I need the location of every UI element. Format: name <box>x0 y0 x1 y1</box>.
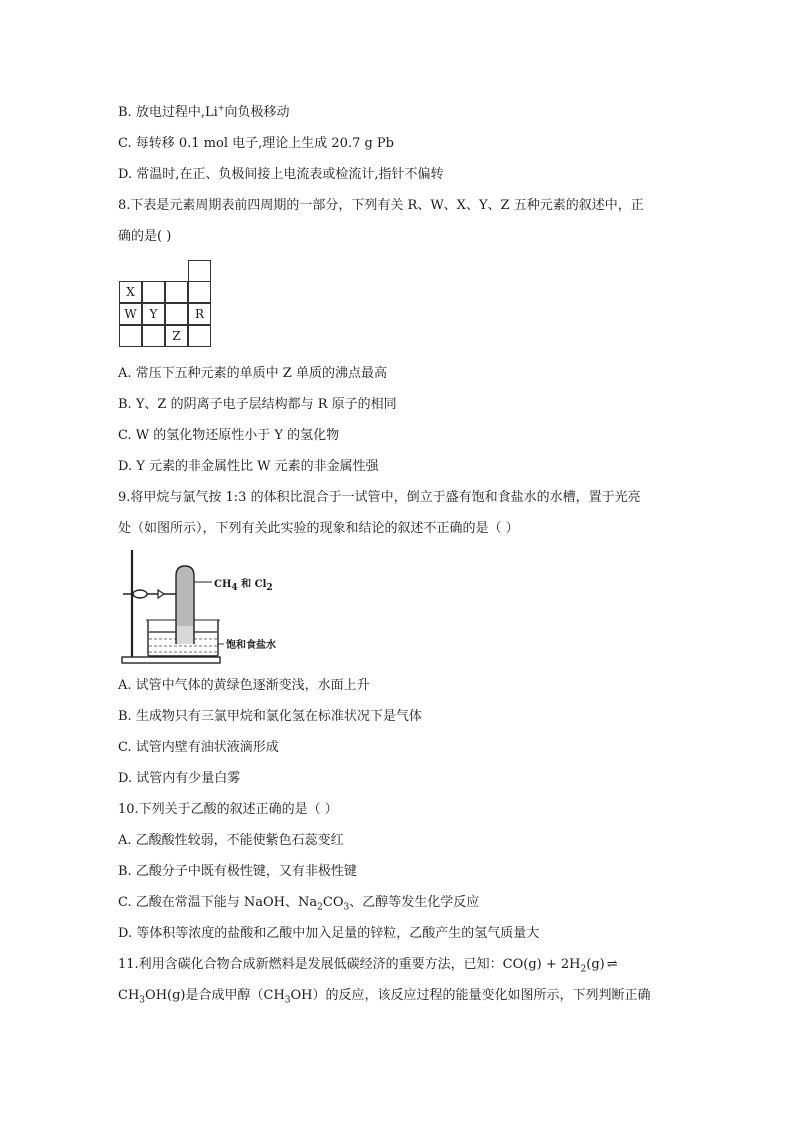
table-cell-empty <box>165 303 188 325</box>
q7-option-b-text: B. 放电过程中,Li <box>118 105 218 120</box>
q11-line2-sub: 3 <box>139 995 146 1006</box>
q8-stem-line2: 确的是( ) <box>118 229 172 244</box>
q9-option-b: B. 生成物只有三氯甲烷和氯化氢在标准状况下是气体 <box>118 709 422 724</box>
table-cell-empty <box>188 260 211 282</box>
q11-line2-text: OH）的反应，该反应过程的能量变化如图所示，下列判断正确 <box>290 988 651 1003</box>
q11-line1-text: (g) <box>586 957 605 972</box>
q10-option-a: A. 乙酸酸性较弱，不能使紫色石蕊变红 <box>118 833 344 848</box>
label-ch4-cl2 <box>214 575 273 593</box>
clamp-boss <box>133 590 147 598</box>
q8-option-a: A. 常压下五种元素的单质中 Z 单质的沸点最高 <box>118 366 387 381</box>
q8-stem-line1: 8.下表是元素周期表前四周期的一部分，下列有关 R、W、X、Y、Z 五种元素的叙述中，正 <box>118 198 644 213</box>
experiment-apparatus-figure <box>120 548 300 666</box>
table-cell-empty <box>142 325 165 347</box>
q7-option-b <box>118 104 289 122</box>
q11-line2-sub: 3 <box>284 995 291 1006</box>
q7-option-b-sup: + <box>217 103 225 113</box>
clamp-jaw <box>158 590 164 598</box>
tube-liquid <box>177 626 193 644</box>
q10-stem: 10.下列关于乙酸的叙述正确的是（ ） <box>118 802 338 817</box>
table-cell-x: X <box>119 281 142 303</box>
q8-option-b: B. Y、Z 的阴离子电子层结构都与 R 原子的相同 <box>118 397 397 412</box>
q8-option-c: C. W 的氢化物还原性小于 Y 的氢化物 <box>118 428 340 443</box>
label-gas-part: 和 Cl <box>237 579 267 590</box>
q8-option-d: D. Y 元素的非金属性比 W 元素的非金属性强 <box>118 459 379 474</box>
q10-option-c-text: CO <box>322 895 344 910</box>
table-cell-empty <box>119 325 142 347</box>
stand-base <box>122 657 220 663</box>
q10-option-c-sub: 2 <box>317 902 323 913</box>
q10-option-c-text: C. 乙酸在常温下能与 NaOH、Na <box>118 895 318 910</box>
label-gas-sub: 4 <box>231 583 238 593</box>
periodic-table-fragment <box>119 260 211 349</box>
label-gas-part: CH <box>214 579 232 590</box>
q10-option-c-text: 、乙醇等发生化学反应 <box>349 895 480 910</box>
q7-option-b-text2: 向负极移动 <box>224 105 290 120</box>
q11-line1-text: 11.利用含碳化合物合成新燃料是发展低碳经济的重要方法，已知：CO(g) + 2H <box>118 957 581 972</box>
q9-option-d: D. 试管内有少量白雾 <box>118 771 241 786</box>
q9-option-c: C. 试管内壁有油状液滴形成 <box>118 740 279 755</box>
q11-line1-sub: 2 <box>580 964 587 975</box>
equilibrium-arrow-icon: ⇌ <box>606 957 618 972</box>
q11-line2-text: OH(g)是合成甲醇（CH <box>145 988 285 1003</box>
table-cell-empty <box>188 325 211 347</box>
q7-option-c: C. 每转移 0.1 mol 电子,理论上生成 20.7 g Pb <box>118 136 394 151</box>
table-cell-y: Y <box>142 303 165 325</box>
table-cell-empty <box>165 281 188 303</box>
q11-line2-text: CH <box>118 988 140 1003</box>
table-cell-w: W <box>119 303 142 325</box>
q9-option-a: A. 试管中气体的黄绿色逐渐变浅，水面上升 <box>118 678 370 693</box>
q10-option-d: D. 等体积等浓度的盐酸和乙酸中加入足量的锌粒，乙酸产生的氢气质量大 <box>118 926 540 941</box>
q10-option-b: B. 乙酸分子中既有极性键，又有非极性键 <box>118 864 357 879</box>
q11-line1 <box>118 956 618 974</box>
table-cell-empty <box>188 281 211 303</box>
label-gas-sub: 2 <box>266 583 273 593</box>
q10-option-c-sub: 3 <box>343 902 350 913</box>
table-cell-z: Z <box>165 325 188 347</box>
table-cell-empty <box>142 281 165 303</box>
table-cell-r: R <box>188 303 211 325</box>
q9-stem-line1: 9.将甲烷与氯气按 1:3 的体积比混合于一试管中，倒立于盛有饱和食盐水的水槽，置于光亮 <box>118 490 641 505</box>
q11-line2 <box>118 987 651 1005</box>
q10-option-c <box>118 894 479 912</box>
q7-option-d: D. 常温时,在正、负极间接上电流表或检流计,指针不偏转 <box>118 167 444 182</box>
q9-stem-line2: 处（如图所示），下列有关此实验的现象和结论的叙述不正确的是（ ） <box>118 521 519 536</box>
label-salt-water: 饱和食盐水 <box>226 640 276 651</box>
